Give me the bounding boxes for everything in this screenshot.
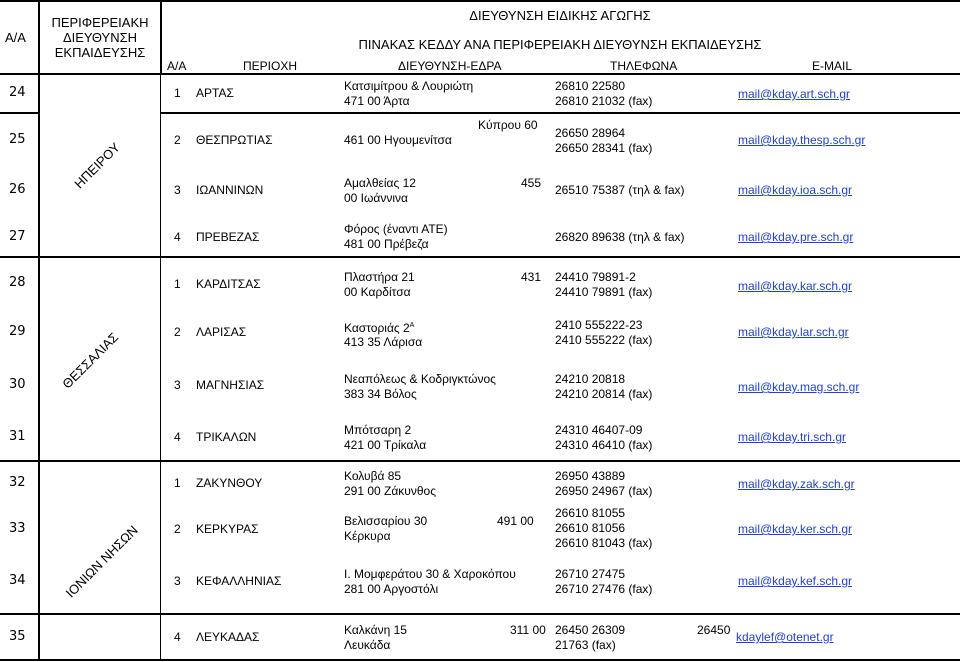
row-area: ΘΕΣΠΡΩΤΙΑΣ bbox=[196, 133, 273, 147]
row-address-superscript: Α bbox=[409, 322, 415, 329]
row-address-line1: Καλκάνη 15 bbox=[344, 623, 407, 637]
header-region-line3: ΕΚΠΑΙΔΕΥΣΗΣ bbox=[54, 45, 146, 60]
row-phone-2: 24210 20814 (fax) bbox=[555, 387, 653, 401]
row-phone-1: 24410 79891-2 bbox=[555, 270, 636, 284]
row-address-line2: 00 Ιωάννινα bbox=[344, 191, 408, 205]
row-aa: 3 bbox=[174, 378, 181, 392]
row-area: ΜΑΓΝΗΣΙΑΣ bbox=[196, 378, 265, 392]
row-address-line2: 291 00 Ζάκυνθος bbox=[344, 484, 436, 498]
row-phone-1: 26820 89638 (τηλ & fax) bbox=[555, 230, 685, 244]
row-address-extra: 311 00 bbox=[510, 623, 546, 637]
row-address-line2: 413 35 Λάρισα bbox=[344, 335, 423, 349]
row-phone-1: 2410 555222-23 bbox=[555, 318, 643, 332]
row-address-line1: Φόρος (έναντι ΑΤΕ) bbox=[344, 222, 448, 236]
row-email-link[interactable]: mail@kday.zak.sch.gr bbox=[738, 477, 855, 491]
row-address-line2: 471 00 Άρτα bbox=[344, 94, 410, 108]
row-address-line2: 421 00 Τρίκαλα bbox=[344, 438, 427, 452]
subheader-phones: ΤΗΛΕΦΩΝΑ bbox=[610, 59, 678, 73]
row-address-line1: Κολυβά 85 bbox=[344, 469, 402, 483]
main-title: ΔΙΕΥΘΥΝΣΗ ΕΙΔΙΚΗΣ ΑΓΩΓΗΣ bbox=[469, 8, 651, 23]
header-region-line2: ΔΙΕΥΘΥΝΣΗ bbox=[62, 30, 138, 45]
row-aa: 3 bbox=[174, 183, 181, 197]
row-aa: 4 bbox=[174, 630, 181, 644]
row-phone-2: 26810 21032 (fax) bbox=[555, 94, 653, 108]
row-phone-2: 2410 555222 (fax) bbox=[555, 333, 653, 347]
region-thessaly: ΘΕΣΣΑΛΙΑΣ bbox=[59, 329, 122, 392]
row-number: 28 bbox=[9, 275, 26, 290]
row-address-line1: Αμαλθείας 12 bbox=[344, 176, 416, 190]
row-address-line1 bbox=[344, 319, 414, 335]
row-number: 24 bbox=[9, 85, 26, 100]
row-address-line1: Ι. Μομφεράτου 30 & Χαροκόπου bbox=[344, 567, 516, 581]
row-address-line1: Πλαστήρα 21 bbox=[344, 270, 415, 284]
row-area: ΙΩΑΝΝΙΝΩΝ bbox=[196, 183, 264, 197]
row-aa: 2 bbox=[174, 325, 181, 339]
divider-col-aa bbox=[38, 0, 40, 660]
divider-header-top bbox=[0, 0, 960, 2]
row-address-extra: 455 bbox=[521, 176, 542, 190]
row-phone-1: 26450 26309 bbox=[555, 623, 626, 637]
row-address-line2: 281 00 Αργοστόλι bbox=[344, 582, 439, 596]
row-aa: 4 bbox=[174, 230, 181, 244]
row-phone-2: 26610 81056 bbox=[555, 521, 626, 535]
row-number: 32 bbox=[9, 475, 26, 490]
row-number: 25 bbox=[9, 132, 26, 147]
row-email-link[interactable]: mail@kday.thesp.sch.gr bbox=[738, 133, 866, 147]
divider-row-24b bbox=[160, 112, 960, 114]
row-area: ΛΕΥΚΑΔΑΣ bbox=[196, 630, 260, 644]
subheader-address: ΔΙΕΥΘΥΝΣΗ-ΕΔΡΑ bbox=[398, 59, 502, 73]
row-aa: 4 bbox=[174, 430, 181, 444]
row-number: 35 bbox=[9, 629, 26, 644]
row-phone-1: 24210 20818 bbox=[555, 372, 626, 386]
row-phone-2: 26650 28341 (fax) bbox=[555, 141, 653, 155]
row-address-line1: Κατσιμίτρου & Λουριώτη bbox=[344, 79, 474, 93]
subheader-area: ΠΕΡΙΟΧΗ bbox=[243, 59, 298, 73]
row-phone-2: 21763 (fax) bbox=[555, 638, 616, 652]
row-email-link[interactable]: mail@kday.ioa.sch.gr bbox=[738, 183, 852, 197]
row-aa: 1 bbox=[174, 277, 181, 291]
row-area: ΚΕΡΚΥΡΑΣ bbox=[196, 522, 259, 536]
row-phone-2: 26950 24967 (fax) bbox=[555, 484, 653, 498]
row-phone-1: 26950 43889 bbox=[555, 469, 626, 483]
row-phone-extra: 26450 bbox=[697, 623, 731, 637]
row-phone-1: 26810 22580 bbox=[555, 79, 626, 93]
row-area: ΑΡΤΑΣ bbox=[196, 86, 234, 100]
row-email-link[interactable]: mail@kday.art.sch.gr bbox=[738, 87, 850, 101]
row-address-line2: Λευκάδα bbox=[344, 638, 391, 652]
divider-row-24 bbox=[0, 112, 38, 114]
divider-region-thessaly bbox=[0, 460, 960, 462]
row-address-line2: 00 Καρδίτσα bbox=[344, 285, 411, 299]
row-phone-1: 24310 46407-09 bbox=[555, 423, 643, 437]
row-phone-2: 26710 27476 (fax) bbox=[555, 582, 653, 596]
row-email-link[interactable]: mail@kday.lar.sch.gr bbox=[738, 325, 849, 339]
row-area: ΖΑΚΥΝΘΟΥ bbox=[196, 476, 263, 490]
row-address-line1: 461 00 Ηγουμενίτσα bbox=[344, 133, 452, 147]
header-col-aa: Α/Α bbox=[5, 30, 26, 45]
row-address-line2: 481 00 Πρέβεζα bbox=[344, 237, 429, 251]
row-area: ΛΑΡΙΣΑΣ bbox=[196, 325, 247, 339]
divider-col-area bbox=[160, 74, 161, 660]
row-number: 29 bbox=[9, 324, 26, 339]
row-address-street: Καστοριάς 2 bbox=[344, 321, 410, 335]
row-email-link[interactable]: mail@kday.mag.sch.gr bbox=[738, 380, 860, 394]
row-aa: 3 bbox=[174, 574, 181, 588]
divider-region-epirus bbox=[0, 256, 960, 258]
divider-col-region bbox=[160, 0, 162, 74]
row-phone-2: 24310 46410 (fax) bbox=[555, 438, 653, 452]
header-region-line1: ΠΕΡΙΦΕΡΕΙΑΚΗ bbox=[51, 15, 149, 30]
row-email-link[interactable]: mail@kday.pre.sch.gr bbox=[738, 230, 854, 244]
divider-bottom bbox=[0, 659, 960, 661]
row-number: 26 bbox=[9, 182, 26, 197]
row-number: 31 bbox=[9, 429, 26, 444]
divider-header-bottom bbox=[0, 73, 960, 75]
row-phone-1: 26710 27475 bbox=[555, 567, 626, 581]
row-address-line1: Νεαπόλεως & Κοδριγκτώνος bbox=[344, 372, 496, 386]
row-aa: 1 bbox=[174, 86, 181, 100]
row-number: 27 bbox=[9, 229, 26, 244]
row-area: ΚΕΦΑΛΛΗΝΙΑΣ bbox=[196, 574, 282, 588]
row-aa: 2 bbox=[174, 522, 181, 536]
row-number: 33 bbox=[9, 521, 26, 536]
row-area: ΤΡΙΚΑΛΩΝ bbox=[196, 430, 257, 444]
row-number: 30 bbox=[9, 377, 26, 392]
region-epirus: ΗΠΕΙΡΟΥ bbox=[71, 139, 123, 192]
row-email-link[interactable]: mail@kday.ker.sch.gr bbox=[738, 522, 852, 536]
row-phone-1: 26610 81055 bbox=[555, 506, 626, 520]
row-phone-1: 26650 28964 bbox=[555, 126, 626, 140]
row-email-link[interactable]: mail@kday.kef.sch.gr bbox=[738, 574, 852, 588]
subheader-aa: Α/Α bbox=[167, 59, 187, 73]
subtitle: ΠΙΝΑΚΑΣ ΚΕΔΔΥ ΑΝΑ ΠΕΡΙΦΕΡΕΙΑΚΗ ΔΙΕΥΘΥΝΣΗ ΕΚΠΑΙΔΕΥΣΗΣ bbox=[358, 37, 762, 52]
row-address-line2: Κέρκυρα bbox=[344, 529, 391, 543]
row-aa: 2 bbox=[174, 133, 181, 147]
row-phone-1: 26510 75387 (τηλ & fax) bbox=[555, 183, 685, 197]
row-address-line1: Βελισσαρίου 30 bbox=[344, 514, 428, 528]
subheader-email: E-MAIL bbox=[812, 59, 853, 73]
row-email-link[interactable]: kdaylef@otenet.gr bbox=[736, 630, 834, 644]
row-aa: 1 bbox=[174, 476, 181, 490]
row-phone-3: 26610 81043 (fax) bbox=[555, 536, 653, 550]
row-area: ΚΑΡΔΙΤΣΑΣ bbox=[196, 277, 261, 291]
row-area: ΠΡΕΒΕΖΑΣ bbox=[196, 230, 260, 244]
row-phone-2: 24410 79891 (fax) bbox=[555, 285, 653, 299]
row-address-line1: Μπότσαρη 2 bbox=[344, 423, 412, 437]
row-address-extra: Κύπρου 60 bbox=[478, 118, 538, 132]
row-email-link[interactable]: mail@kday.kar.sch.gr bbox=[738, 279, 852, 293]
row-email-link[interactable]: mail@kday.tri.sch.gr bbox=[738, 430, 846, 444]
divider-region-ionian bbox=[0, 613, 960, 615]
region-ionian: ΙΟΝΙΩΝ ΝΗΣΩΝ bbox=[62, 522, 141, 601]
row-address-line2: 383 34 Βόλος bbox=[344, 387, 417, 401]
row-number: 34 bbox=[9, 573, 26, 588]
row-address-extra: 491 00 bbox=[497, 514, 534, 528]
row-address-extra: 431 bbox=[521, 270, 542, 284]
